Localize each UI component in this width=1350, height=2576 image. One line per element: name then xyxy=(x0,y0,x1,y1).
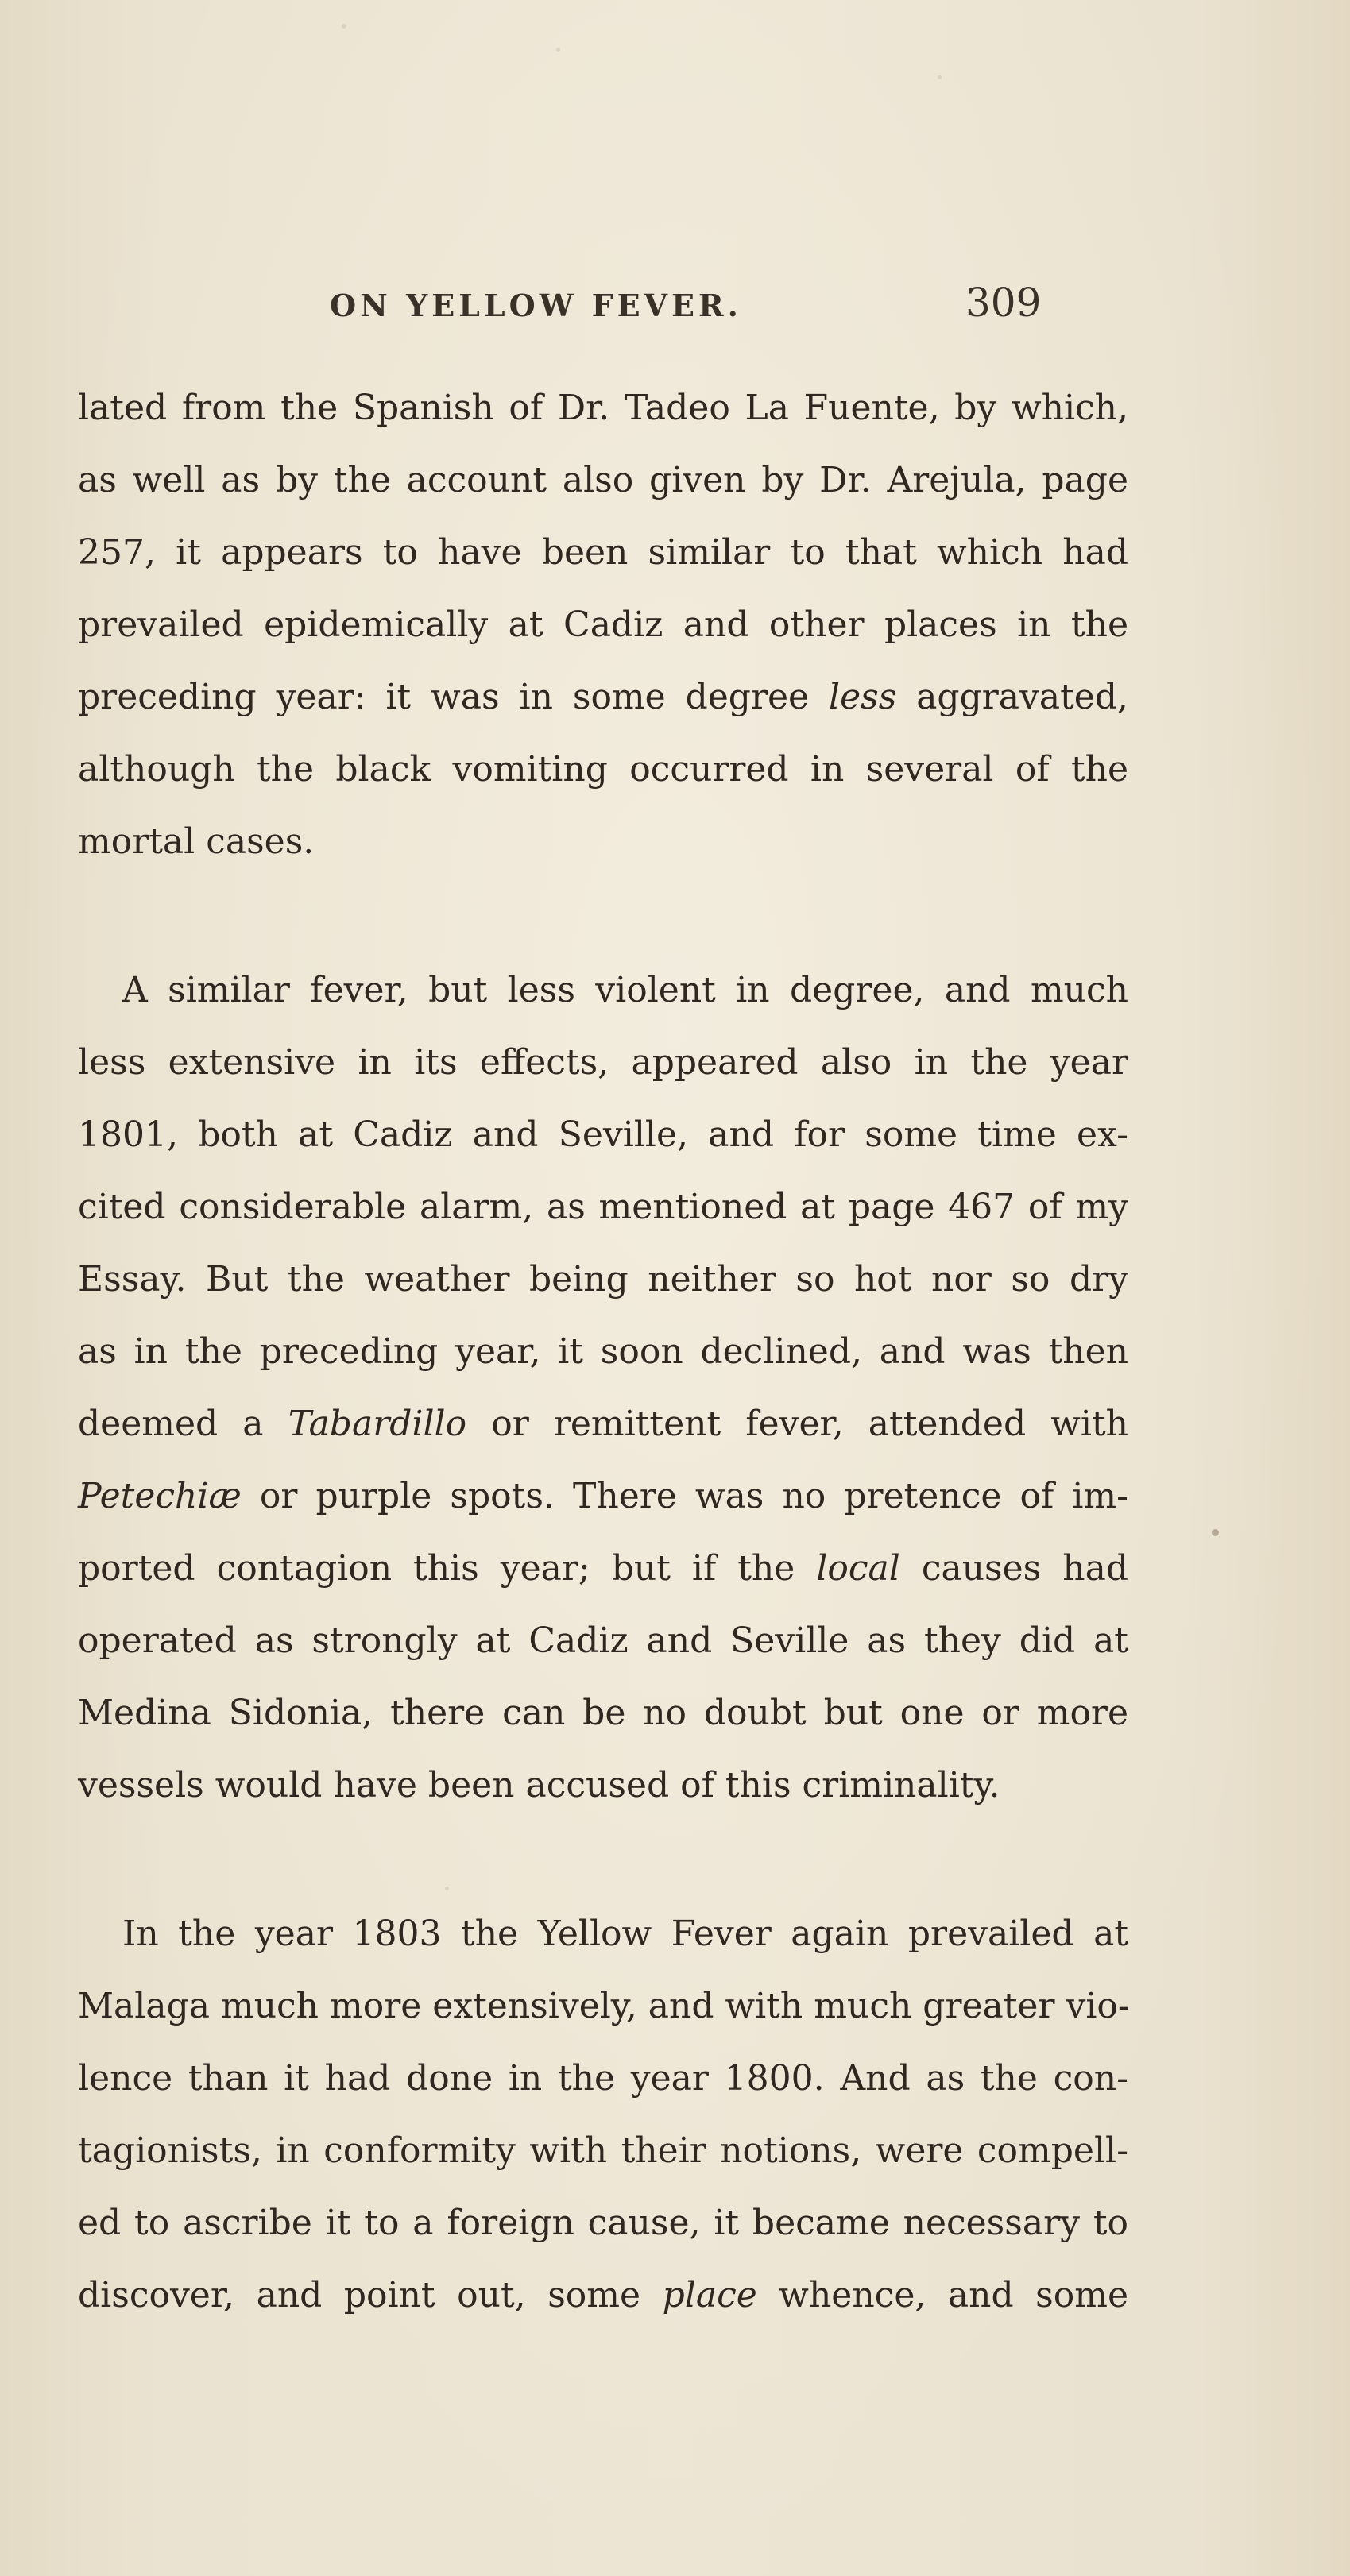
text-line xyxy=(78,661,1128,733)
italic-word: local xyxy=(816,1548,900,1589)
text-line: lence than it had done in the year 1800. And as the con- xyxy=(78,2058,1128,2099)
text-run: or remittent fever, attended with xyxy=(466,1404,1128,1444)
text-line: A similar fever, but less violent in degree, and much xyxy=(122,970,1128,1010)
text-line: Medina Sidonia, there can be no doubt but one or more xyxy=(78,1693,1128,1733)
page-number: 309 xyxy=(965,280,1042,326)
body-text xyxy=(78,372,1128,2331)
text-line: lated from the Spanish of Dr. Tadeo La Fuente, by which, xyxy=(78,388,1128,428)
text-line: Essay. But the weather being neither so hot nor so dry xyxy=(78,1259,1128,1300)
paragraph-2 xyxy=(78,954,1128,1821)
text-line: less extensive in its effects, appeared also in the year xyxy=(78,1042,1128,1083)
text-line xyxy=(78,2259,1128,2331)
text-line xyxy=(78,1388,1128,1460)
text-run: ported contagion this year; but if the xyxy=(78,1548,817,1589)
text-line: tagionists, in conformity with their notions, were compell- xyxy=(78,2130,1128,2171)
text-run: preceding year: it was in some degree xyxy=(78,677,829,717)
italic-word: less xyxy=(829,677,897,717)
text-line: 257, it appears to have been similar to that which had xyxy=(78,532,1128,573)
text-run: whence, and some xyxy=(756,2275,1129,2315)
text-run: discover, and point out, some xyxy=(78,2275,663,2315)
italic-word: Tabardillo xyxy=(288,1404,467,1444)
text-run: or purple spots. There was no pretence of im- xyxy=(241,1476,1128,1516)
text-line xyxy=(78,1532,1128,1605)
text-line xyxy=(78,1460,1128,1532)
text-run: deemed a xyxy=(78,1404,288,1444)
text-line: 1801, both at Cadiz and Seville, and for some time ex- xyxy=(78,1114,1128,1155)
text-line: mortal cases. xyxy=(78,821,315,862)
text-line: operated as strongly at Cadiz and Seville as they did at xyxy=(78,1620,1128,1661)
text-line: as well as by the account also given by Dr. Arejula, page xyxy=(78,460,1128,500)
text-line: In the year 1803 the Yellow Fever again prevailed at xyxy=(122,1914,1128,1954)
paper-speck xyxy=(556,48,560,52)
running-head: ON YELLOW FEVER. xyxy=(330,288,742,323)
page-header xyxy=(0,280,1350,335)
paper-speck xyxy=(342,24,346,29)
italic-word: place xyxy=(662,2275,757,2315)
paragraph-3 xyxy=(78,1898,1128,2331)
text-line: vessels would have been accused of this criminality. xyxy=(78,1765,1000,1806)
text-line: as in the preceding year, it soon declined, and was then xyxy=(78,1331,1128,1372)
text-line: although the black vomiting occurred in several of the xyxy=(78,749,1128,790)
text-run: aggravated, xyxy=(896,677,1128,717)
text-line: cited considerable alarm, as mentioned at page 467 of my xyxy=(78,1187,1128,1227)
text-run: causes had xyxy=(899,1548,1128,1589)
paper-speck xyxy=(1212,1529,1219,1536)
text-line: ed to ascribe it to a foreign cause, it became necessary to xyxy=(78,2203,1128,2243)
text-line: Malaga much more extensively, and with much greater vio- xyxy=(78,1986,1130,2026)
paper-speck xyxy=(938,75,942,79)
italic-word: Petechiæ xyxy=(78,1476,242,1516)
paragraph-1 xyxy=(78,372,1128,878)
text-line: prevailed epidemically at Cadiz and other places in the xyxy=(78,604,1128,645)
